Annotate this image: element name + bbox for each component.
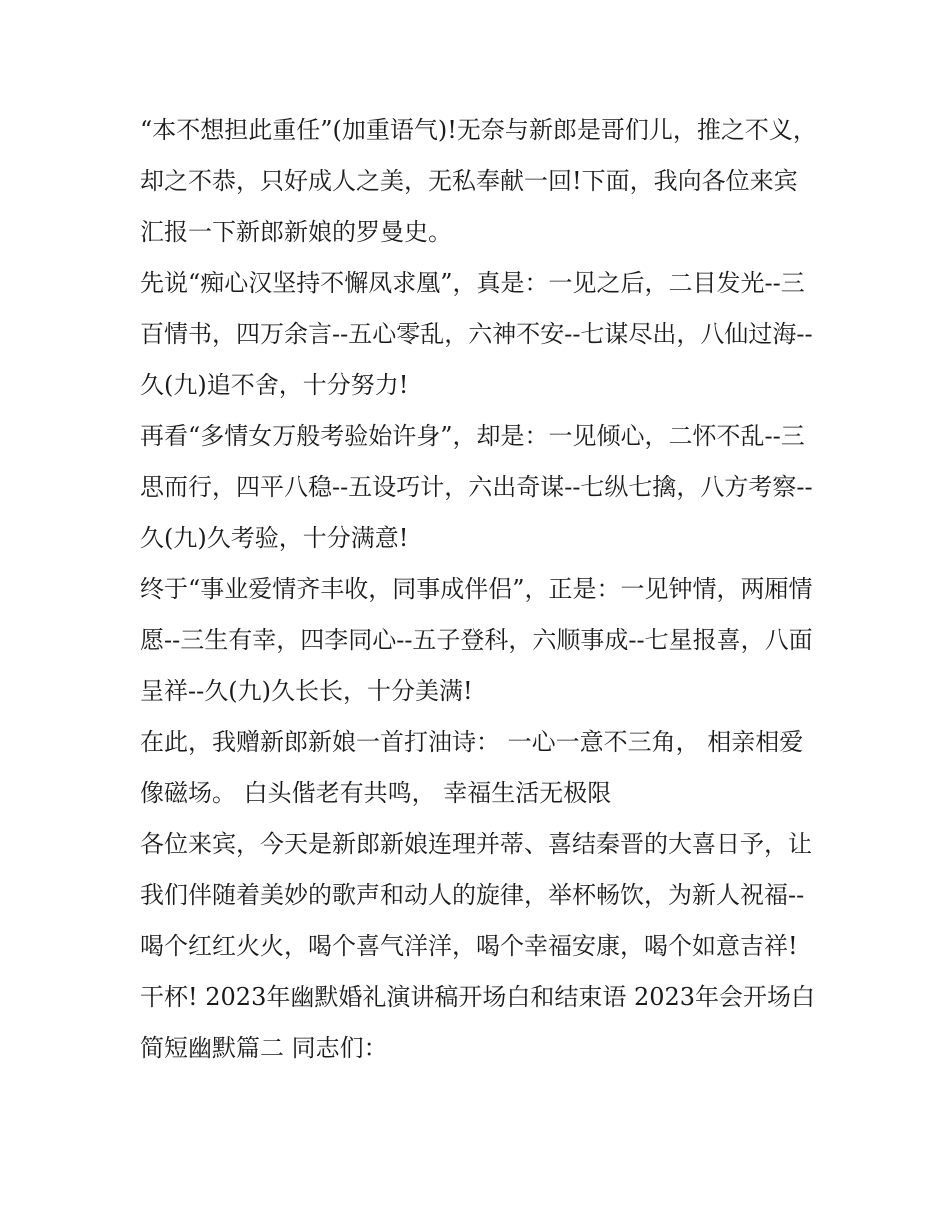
paragraph-toast-invite: 各位来宾，今天是新郎新娘连理并蒂、喜结秦晋的大喜日予，让我们伴随着美妙的歌声和动人的旋律，举杯畅饮，为新人祝福-- [140, 830, 812, 909]
paragraph-harvest: 终于“事业爱情齐丰收，同事成伴侣”，正是：一见钟情，两厢情愿--三生有幸，四李同心--五子登科，六顺事成--七星报喜，八面呈祥--久(九)久长长，十分美满! [140, 575, 813, 705]
paragraph-poem: 在此，我赠新郎新娘一首打油诗： 一心一意不三角， 相亲相爱像磁场。 白头偕老有共鸣， 幸福生活无极限 [140, 728, 804, 807]
paragraph-bride-story: 再看“多情女万般考验始许身”，却是：一见倾心，二怀不乱--三思而行，四平八稳--五设巧计，六出奇谋--七纵七擒，八方考察--久(九)久考验，十分满意! [140, 422, 813, 552]
paragraph-intro: “本不想担此重任”(加重语气)!无奈与新郎是哥们儿，推之不义，却之不恭，只好成人之美，无私奉献一回!下面，我向各位来宾汇报一下新郎新娘的罗曼史。 [140, 116, 817, 246]
paragraph-groom-story: 先说“痴心汉坚持不懈凤求凰”，真是：一见之后，二目发光--三百情书，四万余言--五心零乱，六神不安--七谋尽出，八仙过海--久(九)追不舍，十分努力! [140, 269, 813, 399]
document-body [140, 105, 820, 1074]
paragraph-cheers: 喝个红红火火，喝个喜气洋洋，喝个幸福安康，喝个如意吉祥! 干杯! 2023年幽默婚礼演讲稿开场白和结束语 2023年会开场白简短幽默篇二 同志们： [140, 932, 816, 1062]
